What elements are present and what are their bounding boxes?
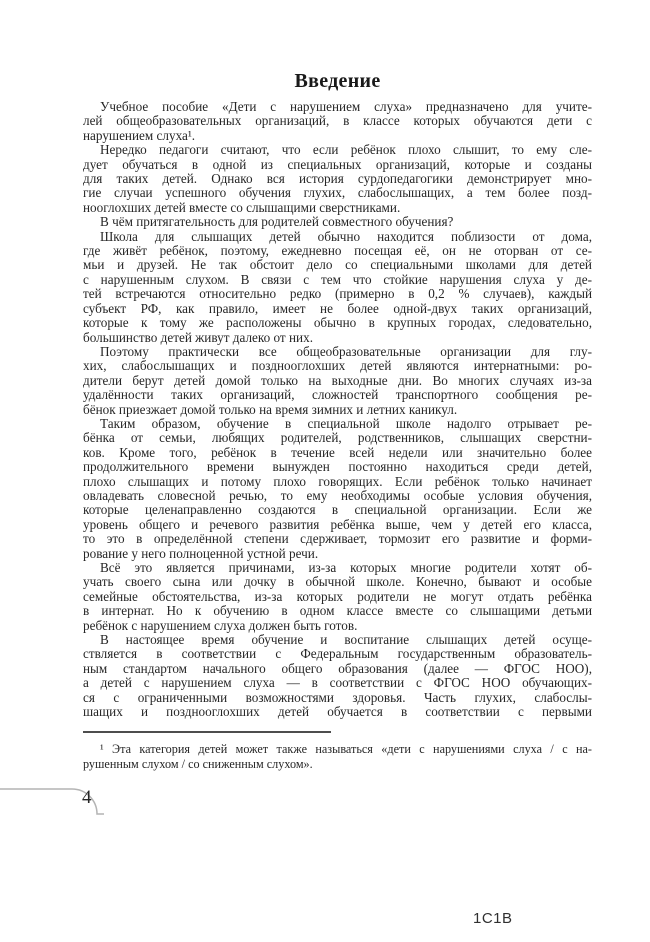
text-line: Нередко педагоги считают, что если ребёнок плохо слышит, то ему сле- — [100, 142, 592, 158]
text-line: с нарушенным слухом. В связи с тем что стойкие нарушения слуха у де- — [83, 271, 592, 287]
text-line: уровень общего и речевого развития ребёнка выше, чем у детей его класса, — [83, 516, 592, 532]
text-line: рушенным слухом / со сниженным слухом». — [83, 757, 313, 772]
text-line: нарушением слуха¹. — [83, 127, 196, 143]
text-line: субъект РФ, как правило, имеет не более одной-двух таких организаций, — [83, 300, 592, 316]
text-line: лей общеобразовательных организаций, в классе которых обучаются дети с — [83, 113, 592, 129]
footnote-text — [83, 742, 592, 773]
text-line: гие случаи успешного обучения глухих, слабослышащих, а тем более позд- — [83, 185, 592, 201]
text-line: Поэтому практически все общеобразовательные организации для глу- — [100, 343, 592, 359]
text-line: ствляется в соответствии с Федеральным государственным образователь- — [83, 646, 592, 662]
text-line: то это в определённой степени сдерживает, тормозит его развитие и форми- — [83, 531, 592, 547]
text-line: хих, слабослышащих и позднооглохших детей являются интернатными: ро- — [83, 358, 592, 374]
page-number: 4 — [82, 787, 92, 808]
text-line: а детей с нарушением слуха — в соответствии с ФГОС НОО обучающих- — [83, 675, 592, 691]
text-line: семейные обстоятельства, из-за которых родители не могут отдать ребёнка — [83, 588, 592, 604]
text-line: В чём притягательность для родителей совместного обучения? — [100, 214, 454, 230]
text-line: дители берут детей домой только на выходные дни. Во многих случаях из-за — [83, 372, 592, 388]
text-line: шащих и позднооглохших детей обучается в соответствии с первыми — [83, 704, 592, 720]
text-line: ¹ Эта категория детей может также называться «дети с нарушениями слуха / с на- — [100, 742, 592, 756]
text-line: ков. Кроме того, ребёнок в течение всей недели или значительно более — [83, 444, 592, 460]
body-text — [83, 100, 592, 719]
text-line: мьи и друзей. Не так обстоит дело со специальными школами для детей — [83, 257, 592, 273]
text-line: плохо слышащих и потому плохо говорящих. Если ребёнок только начинает — [83, 473, 592, 489]
text-line: где живёт ребёнок, поэтому, ежедневно посещая её, он не оторван от се- — [83, 243, 592, 259]
text-line: рование у него полноценной устной речи. — [83, 545, 319, 561]
text-line: для таких детей. Однако вся история сурдопедагогики демонстрирует мно- — [83, 171, 592, 187]
text-line: Учебное пособие «Дети с нарушением слуха» предназначено для учите- — [100, 99, 592, 114]
text-line: удалённости таких организаций, сложностей транспортного сообщения ре- — [83, 387, 592, 403]
text-line: продолжительного времени вынужден постоянно находиться среди детей, — [83, 459, 592, 475]
text-line: ребёнок с нарушением слуха должен быть готов. — [83, 617, 358, 633]
text-line: в интернат. Но к обучению в одном классе вместе со слышащими детьми — [83, 603, 592, 619]
text-line: бёнок приезжает домой только на время зимних и летних каникул. — [83, 401, 458, 417]
text-line: нооглохших детей вместе со слышащими сверстниками. — [83, 199, 401, 215]
text-line: ся с ограниченными возможностями здоровья. Часть глухих, слабослы- — [83, 689, 592, 705]
text-line: которые к тому же расположены обычно в крупных городах, следовательно, — [83, 315, 592, 331]
text-line: бёнка от семьи, любящих родителей, родственников, слышащих сверстни- — [83, 430, 592, 446]
text-line: ным стандартом начального общего образования (далее — ФГОС НОО), — [83, 660, 592, 676]
text-line: Всё это является причинами, из-за которых многие родители хотят об- — [100, 560, 592, 575]
text-line: большинство детей живут далеко от них. — [83, 329, 313, 345]
text-line: Таким образом, обучение в специальной школе надолго отрывает ре- — [100, 415, 592, 431]
footnote-rule — [83, 731, 331, 733]
scan-code-watermark: 1C1B — [473, 910, 513, 927]
page-corner-ornament — [0, 783, 112, 819]
text-line: которые целенаправленно создаются в специальной организации. Если же — [83, 502, 592, 518]
text-line: тей встречаются относительно редко (примерно в 0,2 % случаев), каждый — [83, 286, 592, 302]
text-line: учать своего сына или дочку в обычной школе. Конечно, бывают и особые — [83, 574, 592, 590]
chapter-title: Введение — [294, 70, 381, 92]
text-line: овладевать словесной речью, то ему необходимы особые условия обучения, — [83, 487, 592, 503]
text-line: дует обучаться в одной из специальных организаций, которые и созданы — [83, 156, 592, 172]
text-line: Школа для слышащих детей обычно находится поблизости от дома, — [100, 228, 592, 244]
text-line: В настоящее время обучение и воспитание слышащих детей осуще- — [100, 632, 592, 648]
